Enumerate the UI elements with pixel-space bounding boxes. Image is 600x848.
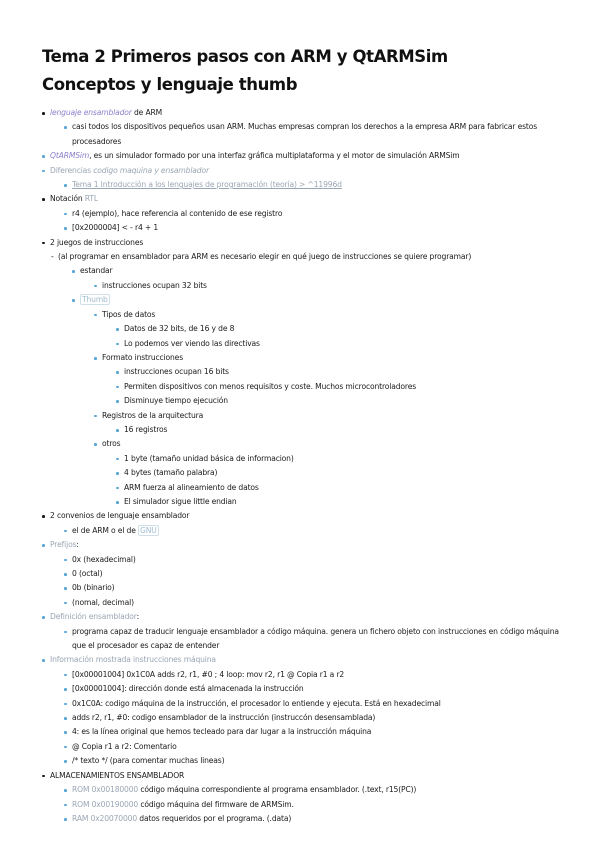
tag-gnu[interactable]: GNU	[140, 525, 157, 535]
list-item: 1 byte (tamaño unidad básica de informacion)	[116, 452, 560, 466]
list-item: Permiten dispositivos con menos requisitos y coste. Muchos microcontroladores	[116, 380, 560, 394]
list-item-diferencias	[42, 164, 560, 193]
link-lenguaje-ensamblador[interactable]: lenguaje ensamblador	[50, 108, 132, 117]
notes-outline	[42, 106, 560, 826]
address-tag: ROM 0x00190000	[72, 799, 139, 809]
list-item: instrucciones ocupan 16 bits	[116, 365, 560, 379]
list-item: [0x2000004] < - r4 + 1	[64, 221, 560, 235]
address-tag: RAM 0x20070000	[72, 813, 138, 823]
list-item	[64, 178, 560, 192]
list-item: ROM 0x00180000 código máquina correspondiente al programa ensamblador. (.text, r15(PC))	[64, 783, 560, 797]
link-prefijos[interactable]: Prefijos	[50, 540, 77, 550]
list-item: @ Copia r1 a r2: Comentario	[64, 740, 560, 754]
link-rtl[interactable]: RTL	[84, 194, 98, 204]
list-item: r4 (ejemplo), hace referencia al contenido de ese registro	[64, 207, 560, 221]
internal-page-link[interactable]: Tema 1 Introducción a los lenguajes de programación (teoría) > ^11996d	[72, 180, 342, 190]
list-item-otros: otros 1 byte (tamaño unidad básica de informacion) 4 bytes (tamaño palabra) ARM fuerza al alineamiento de datos El simulador sigue little endian	[94, 437, 560, 509]
list-item: Disminuye tiempo ejecución	[116, 394, 560, 408]
list-item-notacion: Notación RTL r4 (ejemplo), hace referencia al contenido de ese registro [0x2000004] < - r4 + 1	[42, 192, 560, 235]
list-item-tipos: Tipos de datos Datos de 32 bits, de 16 y de 8 Lo podemos ver viendo las directivas	[94, 308, 560, 351]
list-item: adds r2, r1, #0: codigo ensamblador de la instrucción (instruccón desensamblada)	[64, 711, 560, 725]
list-item-estandar: estandar instrucciones ocupan 32 bits	[72, 264, 560, 293]
list-item: [0x00001004] 0x1C0A adds r2, r1, #0 ; 4 loop: mov r2, r1 @ Copia r1 a r2	[64, 668, 560, 682]
list-item: el de ARM o el de GNU	[64, 524, 560, 538]
list-item-formato: Formato instrucciones instrucciones ocupan 16 bits Permiten dispositivos con menos requisitos y coste. Muchos microcontroladores Disminuye tiempo ejecución	[94, 351, 560, 409]
list-item: RAM 0x20070000 datos requeridos por el programa. (.data)	[64, 812, 560, 826]
list-item: Lo podemos ver viendo las directivas	[116, 337, 560, 351]
link-definicion-ensamblador[interactable]: Definición ensamblador	[50, 612, 137, 622]
list-item: 4: es la línea original que hemos tecleado para dar lugar a la instrucción máquina	[64, 725, 560, 739]
list-item: 0b (binario)	[64, 581, 560, 595]
list-item: programa capaz de traducir lenguaje ensamblador a código máquina. genera un fichero objeto con instrucciones en código máquina que el procesador es capaz de entender	[64, 625, 560, 654]
page-subtitle: Conceptos y lenguaje thumb	[42, 75, 298, 94]
list-item-qtarmsim: QtARMSim, es un simulador formado por una interfaz gráfica multiplataforma y el motor de simulación ARMSim	[42, 149, 560, 163]
list-item-juegos: 2 juegos de instrucciones - (al programar en ensamblador para ARM es necesario elegir en qué juego de instrucciones se quiere programar) estandar instrucciones ocupan 32 bits Thumb Tipos de datos Datos de 32 bits, de 16 y de 8 Lo podemos ver viendo las directivas Formato instrucciones instrucciones ocupan 16 bits Permiten dispositivos con menos requisitos y coste. Muchos microcontroladores Disminuye tiempo ejecución Registros de la arquitectura 16 registros otros 1 byte (tamaño unidad básica de informacion) 4 bytes (tamaño palabra) ARM fuerza al alineamiento de datos El simulador sigue little endian	[42, 236, 560, 510]
link-qtarmsim[interactable]: QtARMSim	[50, 151, 90, 161]
list-item: ROM 0x00190000 código máquina del firmware de ARMSim.	[64, 798, 560, 812]
list-item: (nomal, decimal)	[64, 596, 560, 610]
list-item: ARM fuerza al alineamiento de datos	[116, 481, 560, 495]
list-item: instrucciones ocupan 32 bits	[94, 279, 560, 293]
link-informacion[interactable]: Información mostrada instrucciones máquina	[50, 655, 216, 665]
list-item-almacenamientos: ALMACENAMIENTOS ENSAMBLADOR ROM 0x00180000 código máquina correspondiente al programa ensamblador. (.text, r15(PC)) ROM 0x00190000 código máquina del firmware de ARMSim. RAM 0x20070000 datos requeridos por el programa. (.data)	[42, 769, 560, 827]
list-item: 0x1C0A: codigo máquina de la instrucción, el procesador lo entiende y ejecuta. Está en hexadecimal	[64, 697, 560, 711]
address-tag: ROM 0x00180000	[72, 785, 139, 795]
tag-thumb[interactable]: Thumb	[82, 295, 108, 305]
list-item: 0x (hexadecimal)	[64, 553, 560, 567]
list-item: - (al programar en ensamblador para ARM es necesario elegir en qué juego de instrucciones se quiere programar) estandar instrucciones ocupan 32 bits Thumb Tipos de datos Datos de 32 bits, de 16 y de 8 Lo podemos ver viendo las directivas Formato instrucciones instrucciones ocupan 16 bits Permiten dispositivos con menos requisitos y coste. Muchos microcontroladores Disminuye tiempo ejecución Registros de la arquitectura 16 registros otros 1 byte (tamaño unidad básica de informacion) 4 bytes (tamaño palabra) ARM fuerza al alineamiento de datos El simulador sigue little endian	[50, 250, 560, 509]
list-item-registros: Registros de la arquitectura 16 registros	[94, 409, 560, 438]
list-item-informacion	[42, 653, 560, 768]
list-item-ensamblador: lenguaje ensamblador de ARM casi todos los dispositivos pequeños usan ARM. Muchas empresas compran los derechos a la empresa ARM para fabricar estos procesadores	[42, 106, 560, 149]
list-item-thumb	[72, 293, 560, 509]
list-item-prefijos: Prefijos: 0x (hexadecimal) 0 (octal) 0b (binario) (nomal, decimal)	[42, 538, 560, 610]
list-item: [0x00001004]: dirección donde está almacenada la instrucción	[64, 682, 560, 696]
list-item: casi todos los dispositivos pequeños usan ARM. Muchas empresas compran los derechos a la empresa ARM para fabricar estos procesadores	[64, 120, 560, 149]
page-title: Tema 2 Primeros pasos con ARM y QtARMSim	[42, 47, 448, 66]
list-item: 16 registros	[116, 423, 560, 437]
list-item: 0 (octal)	[64, 567, 560, 581]
list-item: Datos de 32 bits, de 16 y de 8	[116, 322, 560, 336]
list-item-convenios: 2 convenios de lenguaje ensamblador el de ARM o el de GNU	[42, 509, 560, 538]
list-item-definicion: Definición ensamblador: programa capaz de traducir lenguaje ensamblador a código máquina. genera un fichero objeto con instrucciones en código máquina que el procesador es capaz de entender	[42, 610, 560, 653]
list-item: /* texto */ (para comentar muchas lineas)	[64, 754, 560, 768]
link-diferencias[interactable]: Diferencias codigo maquina y ensamblador	[50, 165, 209, 175]
list-item: El simulador sigue little endian	[116, 495, 560, 509]
list-item: 4 bytes (tamaño palabra)	[116, 466, 560, 480]
